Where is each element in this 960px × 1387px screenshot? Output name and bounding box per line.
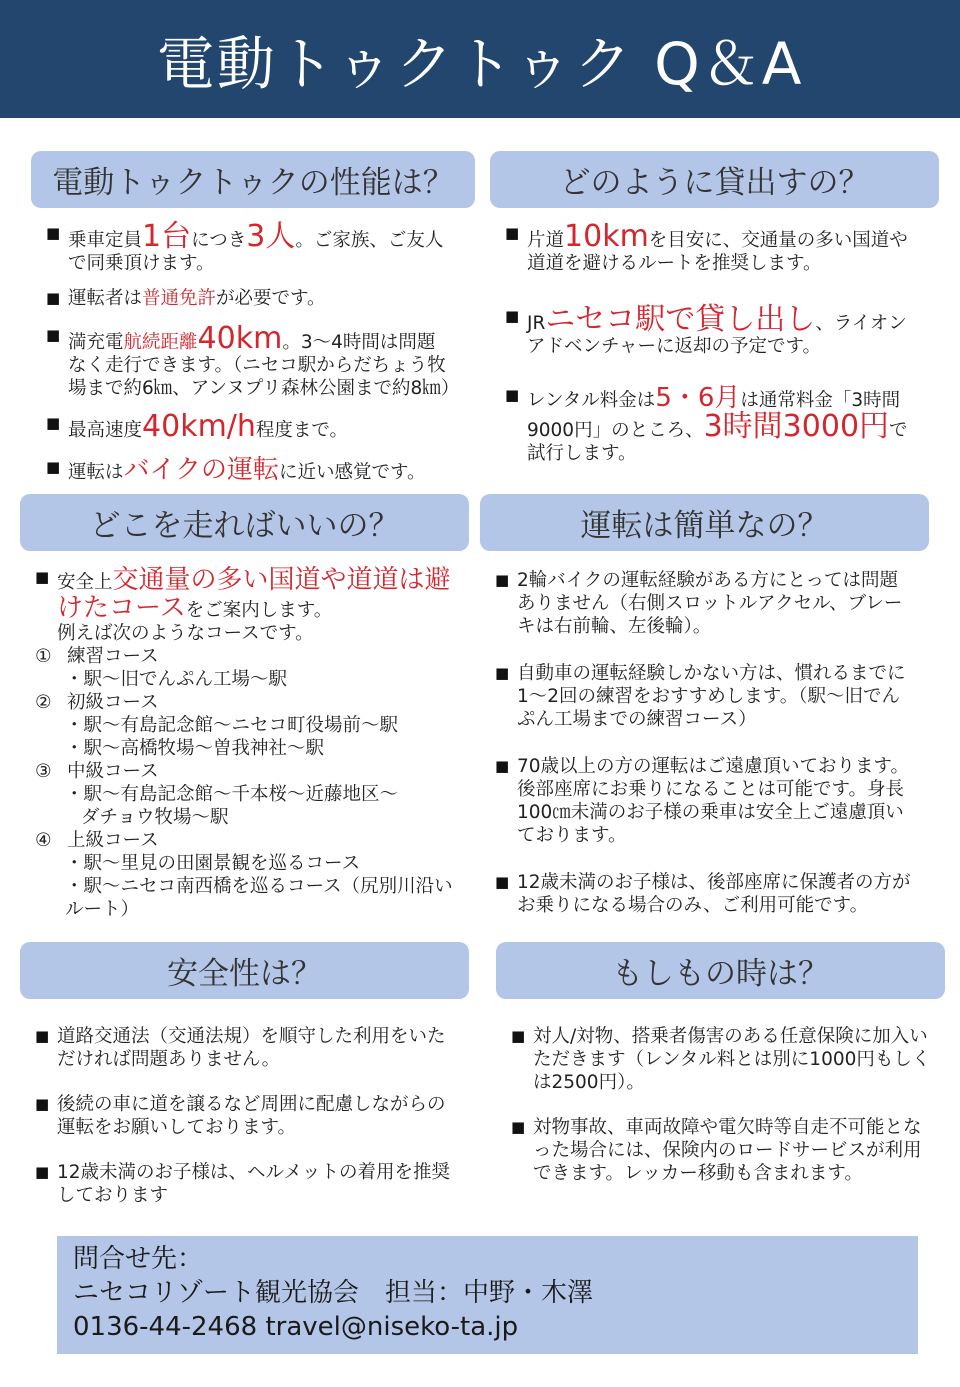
ease-list: [495, 569, 915, 917]
section-heading-performance: 電動トゥクトゥクの性能は？: [31, 151, 475, 208]
list-item: ■ 12歳未満のお子様は、後部座席に保護者の方がお乗りになる場合のみ、ご利用可能です。: [495, 871, 915, 917]
page-title: 電動トゥクトゥク Q＆A: [0, 0, 960, 118]
section-heading-routes: どこを走ればいいの？: [20, 494, 469, 551]
course-intermediate: ③ 中級コース ・駅～有島記念館～千本桜～近藤地区～ ダチョウ牧場～駅: [35, 761, 399, 828]
list-item: ■ 対人/対物、搭乗者傷害のある任意保険に加入いただきます（レンタル料とは別に1000円もしくは2500円）。: [511, 1025, 931, 1094]
contact-phone-email[interactable]: 0136-44-2468 travel@niseko-ta.jp: [73, 1312, 519, 1342]
course-practice: ① 練習コース ・駅～旧でんぷん工場～駅: [35, 646, 288, 690]
list-item: ■ 2輪バイクの運転経験がある方にとっては問題ありません（右側スロットルアクセル、ブレーキは右前輪、左後輪）。: [495, 569, 915, 638]
course-beginner: ② 初級コース ・駅～有島記念館～ニセコ町役場前～駅 ・駅～高橋牧場～曽我神社～駅: [35, 692, 399, 759]
list-item: ■ レンタル料金は5・6月は通常料金「3時間9000円」のところ、3時間3000円で試行します。: [505, 384, 915, 465]
contact-label: 問合せ先：: [73, 1244, 204, 1274]
list-item: ■ 70歳以上の方の運転はご遠慮頂いております。後部座席にお乗りになることは可能です。身長100㎝未満のお子様の乗車は安全上ご遠慮頂いております。: [495, 755, 915, 847]
list-item: ■ 安全上交通量の多い国道や道道は避けたコースをご案内します。 例えば次のようなコースです。: [35, 566, 465, 645]
section-heading-emergency: もしもの時は？: [496, 942, 945, 999]
list-item: ■ 後続の車に道を譲るなど周囲に配慮しながらの運転をお願いしております。: [35, 1093, 455, 1139]
list-item: ■ 運転はバイクの運転に近い感覚です。: [46, 456, 451, 484]
list-item: ■ 満充電航続距離40km。3～4時間は問題なく走行できます。（ニセコ駅からだちょう牧場まで約6㎞、アンヌプリ森林公園まで約8㎞）: [46, 324, 451, 400]
list-item: ■ 道路交通法（交通法規）を順守した利用をいただければ問題ありません。: [35, 1025, 455, 1071]
course-advanced: ④ 上級コース ・駅～里見の田園景観を巡るコース ・駅～ニセコ南西橋を巡るコース（尻別川沿いルート）: [35, 830, 453, 920]
section-heading-rental: どのように貸出すの？: [490, 151, 939, 208]
list-item: ■ 乗車定員1台につき3人。ご家族、ご友人で同乗頂けます。: [46, 222, 451, 275]
safety-list: [35, 1025, 455, 1207]
contact-org: ニセコリゾート観光協会 担当：中野・木澤: [73, 1278, 594, 1308]
rental-list: [505, 219, 915, 465]
list-item: ■ 自動車の運転経験しかない方は、慣れるまでに1～2回の練習をおすすめします。（駅～旧でんぷん工場までの練習コース）: [495, 662, 915, 731]
list-item: ■ 運転者は普通免許が必要です。: [46, 287, 451, 310]
routes-list: [35, 566, 465, 921]
contact-box: [57, 1236, 918, 1354]
list-item: ■ 最高速度40km/h程度まで。: [46, 412, 451, 442]
list-item: ■ 片道10kmを目安に、交通量の多い国道や道道を避けるルートを推奨します。: [505, 222, 915, 275]
performance-list: [46, 219, 460, 485]
section-heading-safety: 安全性は？: [20, 942, 469, 999]
list-item: ■ JRニセコ駅で貸し出し、ライオンアドベンチャーに返却の予定です。: [505, 305, 915, 358]
list-item: ■ 対物事故、車両故障や電欠時等自走不可能となった場合には、保険内のロードサービスが利用できます。レッカー移動も含まれます。: [511, 1116, 931, 1185]
section-heading-ease: 運転は簡単なの？: [480, 494, 929, 551]
list-item: ■ 12歳未満のお子様は、ヘルメットの着用を推奨しております: [35, 1161, 455, 1207]
emergency-list: [511, 1025, 931, 1185]
